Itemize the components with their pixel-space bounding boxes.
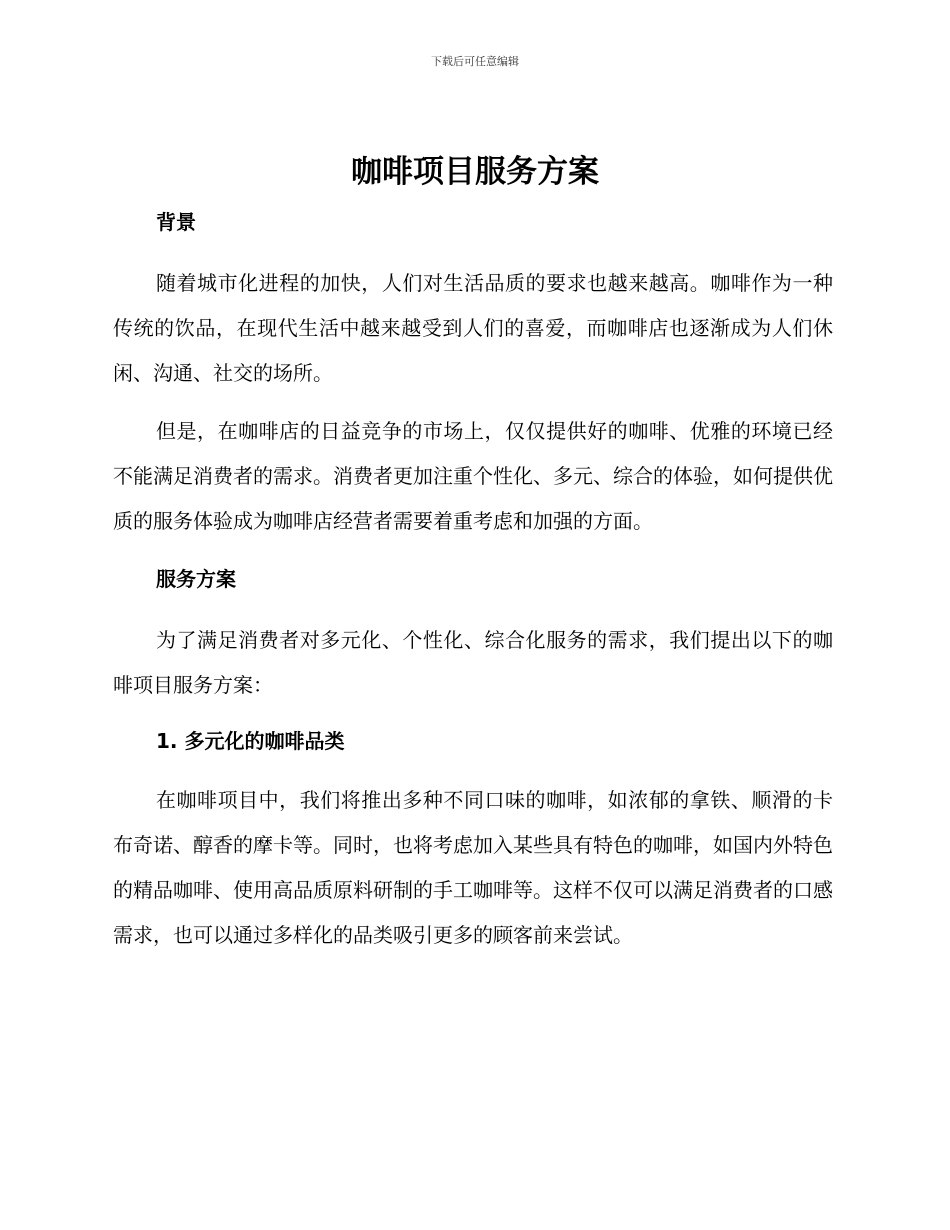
section-heading-background: 背景 (156, 210, 196, 234)
paragraph-coffee-variety-1: 在咖啡项目中，我们将推出多种不同口味的咖啡，如浓郁的拿铁、顺滑的卡布奇诺、醇香的摩卡等。同时，也将考虑加入某些具有特色的咖啡，如国内外特色的精品咖啡、使用高品质原料研制的手工咖啡等。这样不仅可以满足消费者的口感需求，也可以通过多样化的品类吸引更多的顾客前来尝试。 (113, 788, 833, 947)
section-heading-service-plan: 服务方案 (156, 567, 236, 591)
paragraph-background-1: 随着城市化进程的加快，人们对生活品质的要求也越来越高。咖啡作为一种传统的饮品，在现代生活中越来越受到人们的喜爱，而咖啡店也逐渐成为人们休闲、沟通、社交的场所。 (113, 271, 833, 385)
paragraph-service-plan-1: 为了满足消费者对多元化、个性化、综合化服务的需求，我们提出以下的咖啡项目服务方案： (113, 628, 833, 697)
paragraph-background-2: 但是，在咖啡店的日益竞争的市场上，仅仅提供好的咖啡、优雅的环境已经不能满足消费者的需求。消费者更加注重个性化、多元、综合的体验，如何提供优质的服务体验成为咖啡店经营者需要着重考虑和加强的方面。 (113, 419, 833, 533)
header-note: 下载后可任意编辑 (431, 55, 519, 68)
document-title: 咖啡项目服务方案 (351, 154, 599, 190)
section-heading-coffee-variety: 1. 多元化的咖啡品类 (156, 729, 345, 753)
document-body (113, 205, 833, 971)
